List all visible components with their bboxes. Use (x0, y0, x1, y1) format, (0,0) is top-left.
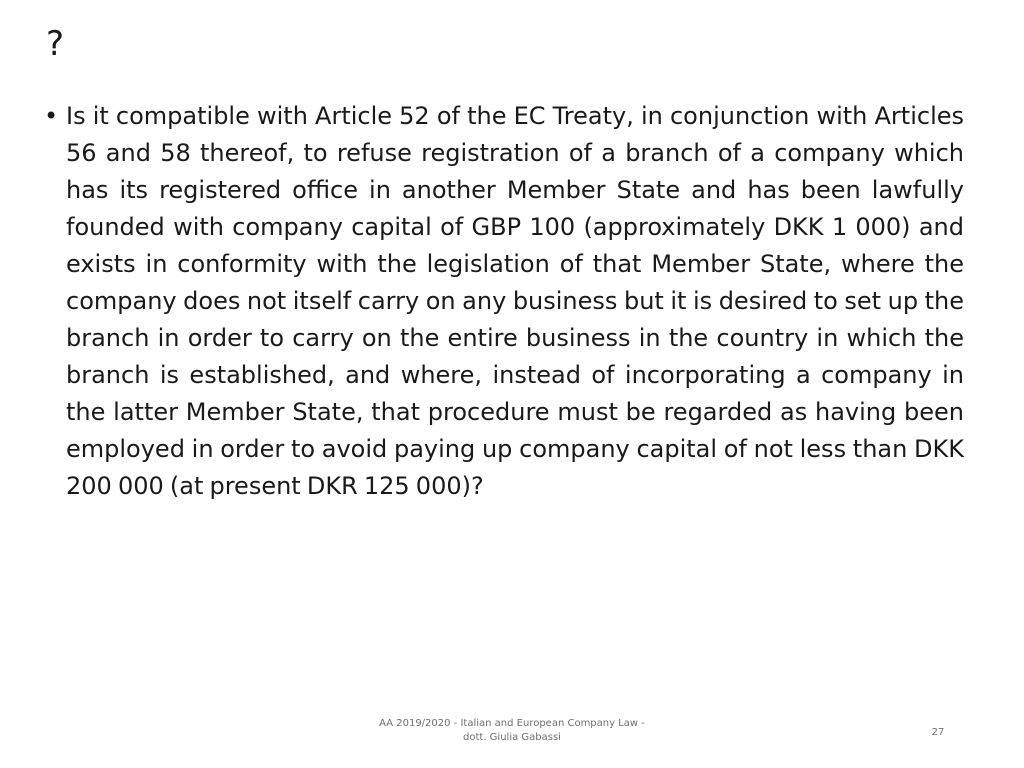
footer-line-author: dott. Giulia Gabassi (463, 732, 561, 743)
bullet-item (44, 98, 964, 505)
footer-caption (312, 717, 712, 745)
footer-line-course: AA 2019/2020 - Italian and European Company Law - (379, 718, 645, 729)
page-number: 27 (931, 727, 945, 738)
bullet-text: Is it compatible with Article 52 of the EC Treaty, in conjunction with Articles 56 and 58 thereof, to refuse registration of a branch of a company which has its registered office in another Member State and has been lawfully founded with company capital of GBP 100 (approximately DKK 1 000) and exists in conformity with the legislation of that Member State, where the company does not itself carry on any business but it is desired to set up the branch in order to carry on the entire business in the country in which the branch is established, and where, instead of incorporating a company in the latter Member State, that procedure must be regarded as having been employed in order to avoid paying up company capital of not less than DKK 200 000 (at present DKR 125 000)? (66, 102, 964, 500)
bullet-dot-icon: • (44, 102, 59, 130)
slide-body (44, 98, 964, 505)
slide-title: ? (46, 24, 65, 64)
